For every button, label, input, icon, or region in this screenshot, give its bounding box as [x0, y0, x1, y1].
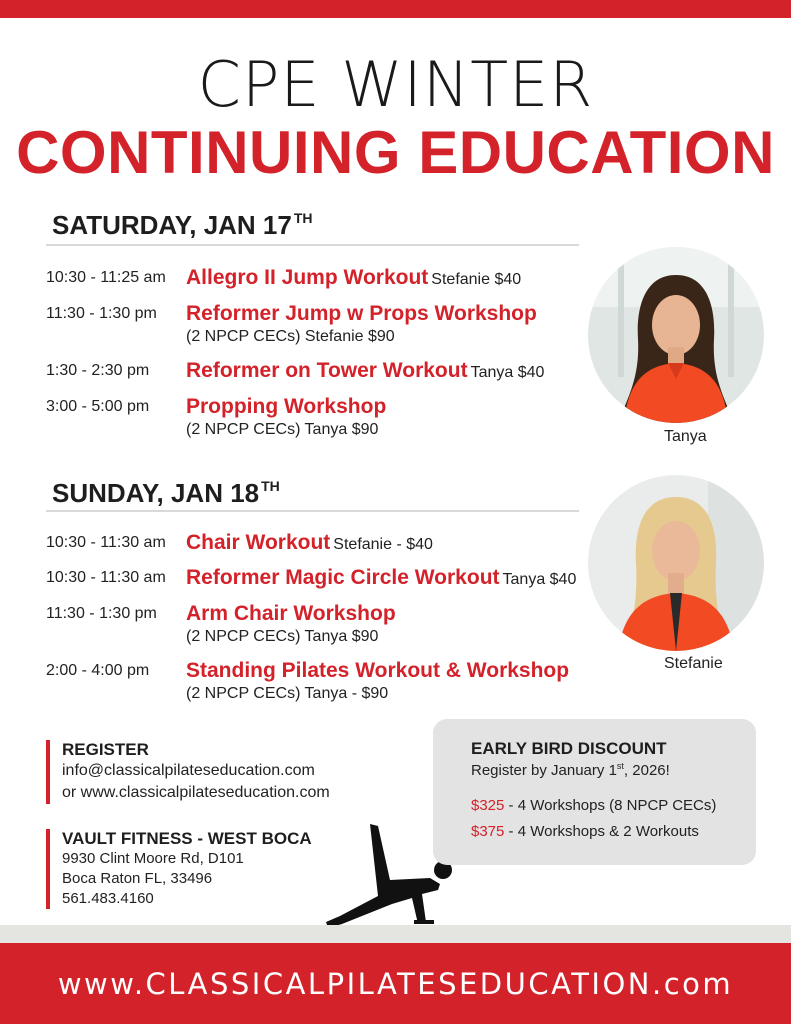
session-meta: Stefanie $40 [431, 271, 522, 288]
top-accent-bar [0, 0, 791, 18]
footer-bar [0, 943, 791, 1024]
offer-price: $375 [471, 823, 505, 840]
register-block [46, 740, 330, 804]
venue-address-line-1: 9930 Clint Moore Rd, D101 [62, 850, 244, 867]
stefanie-photo [588, 475, 764, 651]
saturday-divider [46, 244, 579, 246]
session-time: 10:30 - 11:30 am [46, 534, 166, 551]
session-details: (2 NPCP CECs) Tanya $90 [186, 421, 379, 438]
session-title: Reformer on Tower Workout [186, 359, 468, 382]
offer-description: - 4 Workshops (8 NPCP CECs) [504, 797, 717, 814]
register-heading: REGISTER [62, 740, 149, 759]
offer-description: - 4 Workshops & 2 Workouts [504, 823, 699, 840]
offer-price: $325 [471, 797, 505, 814]
title-line-1: CPE WINTER [197, 48, 594, 121]
session-time: 10:30 - 11:30 am [46, 569, 166, 586]
venue-address-line-2: Boca Raton FL, 33496 [62, 870, 213, 887]
session-meta: Tanya $40 [502, 571, 577, 588]
register-email[interactable]: info@classicalpilateseducation.com [62, 762, 315, 779]
session-title: Propping Workshop [186, 395, 387, 418]
session-details: (2 NPCP CECs) Tanya - $90 [186, 685, 389, 702]
session-time: 11:30 - 1:30 pm [46, 605, 157, 622]
session-meta: Stefanie - $40 [333, 536, 433, 553]
session-time: 2:00 - 4:00 pm [46, 662, 150, 679]
footer-gray-band [0, 925, 791, 943]
session-title: Arm Chair Workshop [186, 602, 396, 625]
session-details: (2 NPCP CECs) Stefanie $90 [186, 328, 395, 345]
stefanie-caption: Stefanie [664, 655, 723, 672]
tanya-caption: Tanya [664, 428, 707, 445]
session-time: 10:30 - 11:25 am [46, 269, 166, 286]
sunday-divider [46, 510, 579, 512]
venue-block [46, 829, 312, 909]
session-title: Chair Workout [186, 531, 331, 554]
tanya-photo [588, 247, 764, 423]
discount-heading: EARLY BIRD DISCOUNT [471, 739, 667, 758]
session-meta: Tanya $40 [470, 364, 545, 381]
discount-offer [471, 797, 756, 814]
title-line-2: CONTINUING EDUCATION [16, 119, 775, 186]
session-title: Reformer Jump w Props Workshop [186, 302, 537, 325]
session-title: Reformer Magic Circle Workout [186, 566, 500, 589]
session-time: 11:30 - 1:30 pm [46, 305, 157, 322]
venue-heading: VAULT FITNESS - WEST BOCA [62, 829, 312, 848]
register-website[interactable]: or www.classicalpilateseducation.com [62, 784, 330, 801]
sunday-heading: SUNDAY, JAN 18 $^{TH}$ [52, 478, 280, 508]
session-title: Standing Pilates Workout & Workshop [186, 659, 570, 682]
session-details: (2 NPCP CECs) Tanya $90 [186, 628, 379, 645]
saturday-heading: SATURDAY, JAN 17 $^{TH}$ [52, 210, 313, 240]
session-time: 1:30 - 2:30 pm [46, 362, 150, 379]
session-title: Allegro II Jump Workout [186, 266, 429, 289]
discount-offer [471, 823, 756, 840]
footer-website-link[interactable]: www.CLASSICALPILATESEDUCATION.com [57, 967, 734, 1001]
early-bird-discount-panel [433, 719, 756, 865]
discount-deadline: Register by January 1st, 2026! [471, 761, 670, 779]
venue-phone: 561.483.4160 [62, 890, 154, 907]
session-time: 3:00 - 5:00 pm [46, 398, 150, 415]
